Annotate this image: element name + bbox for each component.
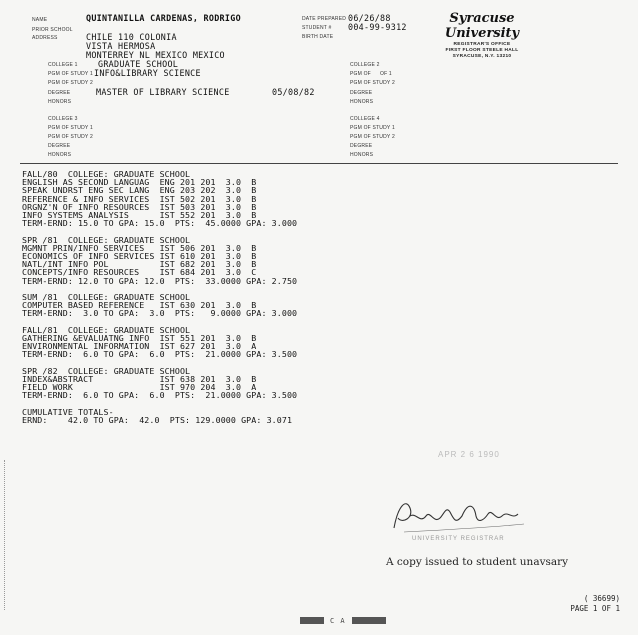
transcript-line: ECONOMICS OF INFO SERVICES IST 610 201 3.0 B <box>22 251 257 261</box>
transcript-line: TERM-ERND: 3.0 TO GPA: 3.0 PTS: 9.0000 GPA: 3.000 <box>22 308 298 319</box>
address-line-1: CHILE 110 COLONIA <box>86 32 177 42</box>
transcript-line: FALL/80 COLLEGE: GRADUATE SCHOOL <box>22 169 191 179</box>
date-prepared-label: DATE PREPARED <box>302 16 347 22</box>
received-stamp: APR 2 6 1990 <box>438 450 500 459</box>
transcript-line: NATL/INT INFO POL IST 682 201 3.0 B <box>22 259 257 270</box>
copy-issued-note: A copy issued to student unavsary <box>386 556 569 568</box>
transcript-line: FIELD WORK IST 970 204 3.0 A <box>22 382 257 393</box>
honors2-label: HONORS <box>350 99 374 105</box>
university-address-1: FIRST FLOOR STEELE HALL <box>445 48 519 53</box>
student-number-label: STUDENT # <box>302 25 332 31</box>
pgm3a-label: PGM OF STUDY 1 <box>48 125 93 131</box>
prior-school-label: PRIOR SCHOOL <box>32 27 73 33</box>
birth-date-label: BIRTH DATE <box>302 34 334 40</box>
transcript-line: SPR /81 COLLEGE: GRADUATE SCHOOL <box>22 234 191 245</box>
pgm-study1-value: INFO&LIBRARY SCIENCE <box>94 68 201 78</box>
transcript-line: FALL/81 COLLEGE: GRADUATE SCHOOL <box>22 324 191 335</box>
transcript-line: ENVIRONMENTAL INFORMATION IST 627 201 3.0 A <box>22 341 257 352</box>
college4-label: COLLEGE 4 <box>350 116 380 122</box>
college1-value: GRADUATE SCHOOL <box>98 59 179 69</box>
registrar-office: REGISTRAR'S OFFICE <box>453 42 511 47</box>
page-number: PAGE 1 OF 1 <box>570 604 620 613</box>
document-code: ( 36699) <box>583 594 620 603</box>
transcript-line: TERM-ERND: 6.0 TO GPA: 6.0 PTS: 21.0000 GPA: 3.500 <box>22 390 298 401</box>
footer-bar-left <box>300 617 324 624</box>
transcript-line: TERM-ERND: 12.0 TO GPA: 12.0 PTS: 33.0000 GPA: 2.750 <box>22 275 298 286</box>
pgm4a-label: PGM OF STUDY 1 <box>350 125 395 131</box>
pgm3b-label: PGM OF STUDY 2 <box>48 134 93 140</box>
transcript-line: COMPUTER BASED REFERENCE IST 630 201 3.0 B <box>22 300 257 311</box>
date-prepared-value: 06/26/88 <box>348 13 391 23</box>
college3-label: COLLEGE 3 <box>48 116 78 122</box>
degree3-label: DEGREE <box>48 143 71 149</box>
pgm-study2-label: PGM OF STUDY 2 <box>48 80 93 86</box>
transcript-line: REFERENCE & INFO SERVICES IST 502 201 3.0 B <box>22 193 257 204</box>
transcript-line: SPEAK UNDRST ENG SEC LANG ENG 203 202 3.0 B <box>22 185 257 196</box>
pgm-of1-suffix: OF 1 <box>380 71 392 77</box>
transcript-line: INFO SYSTEMS ANALYSIS IST 552 201 3.0 B <box>22 210 257 220</box>
transcript-line: CUMULATIVE TOTALS- <box>22 406 114 417</box>
degree-label: DEGREE <box>48 90 71 96</box>
transcript-line: GATHERING &EVALUATNG INFO IST 551 201 3.0 B <box>22 333 257 343</box>
university-address-2: SYRACUSE, N.Y. 13210 <box>452 54 512 59</box>
transcript-line: TERM-ERND: 15.0 TO GPA: 15.0 PTS: 45.0000 GPA: 3.000 <box>22 218 298 229</box>
transcript-line: ERND: 42.0 TO GPA: 42.0 PTS: 129.0000 GPA: 3.071 <box>22 415 293 425</box>
student-name: QUINTANILLA CARDENAS, RODRIGO <box>86 13 241 23</box>
registrar-signature <box>384 494 534 538</box>
college1-label: COLLEGE 1 <box>48 62 78 68</box>
transcript-line: ORGNZ'N OF INFO RESOURCES IST 503 201 3.0 B <box>22 201 257 212</box>
degree-date: 05/08/82 <box>272 87 315 97</box>
pgm-of2-label: PGM OF STUDY 2 <box>350 80 395 86</box>
degree2-label: DEGREE <box>350 90 373 96</box>
transcript-line: SUM /81 COLLEGE: GRADUATE SCHOOL <box>22 292 191 302</box>
honors4-label: HONORS <box>350 152 374 158</box>
degree4-label: DEGREE <box>350 143 373 149</box>
honors-label: HONORS <box>48 99 72 105</box>
address-line-2: VISTA HERMOSA <box>86 41 156 51</box>
transcript-line: ENGLISH AS SECOND LANGUAG ENG 201 201 3.0 B <box>22 177 257 188</box>
transcript-line: INDEX&ABSTRACT IST 638 201 3.0 B <box>22 374 257 384</box>
address-label: ADDRESS <box>32 35 58 41</box>
address-line-3: MONTERREY NL MEXICO MEXICO <box>86 50 225 60</box>
pgm4b-label: PGM OF STUDY 2 <box>350 134 395 140</box>
honors3-label: HONORS <box>48 152 72 158</box>
header-divider <box>20 163 618 164</box>
pgm-of1-label: PGM OF <box>350 71 371 77</box>
student-number-value: 004-99-9312 <box>348 22 407 32</box>
university-name: Syracuse University <box>444 11 520 41</box>
footer-bar-right <box>352 617 386 624</box>
transcript-line: MGMNT PRIN/INFO SERVICES IST 506 201 3.0 B <box>22 242 257 253</box>
edge-marks <box>4 460 9 610</box>
college2-label: COLLEGE 2 <box>350 62 380 68</box>
footer-mark: C A <box>330 617 346 625</box>
registrar-title: UNIVERSITY REGISTRAR <box>412 536 505 542</box>
degree-value: MASTER OF LIBRARY SCIENCE <box>96 87 230 97</box>
university-block <box>412 11 552 59</box>
name-label: NAME <box>32 17 48 23</box>
transcript-line: SPR /82 COLLEGE: GRADUATE SCHOOL <box>22 365 191 376</box>
pgm-study1-label: PGM OF STUDY 1 <box>48 71 93 77</box>
transcript-line: TERM-ERND: 6.0 TO GPA: 6.0 PTS: 21.0000 GPA: 3.500 <box>22 349 298 360</box>
transcript-line: CONCEPTS/INFO RESOURCES IST 684 201 3.0 C <box>22 267 257 278</box>
